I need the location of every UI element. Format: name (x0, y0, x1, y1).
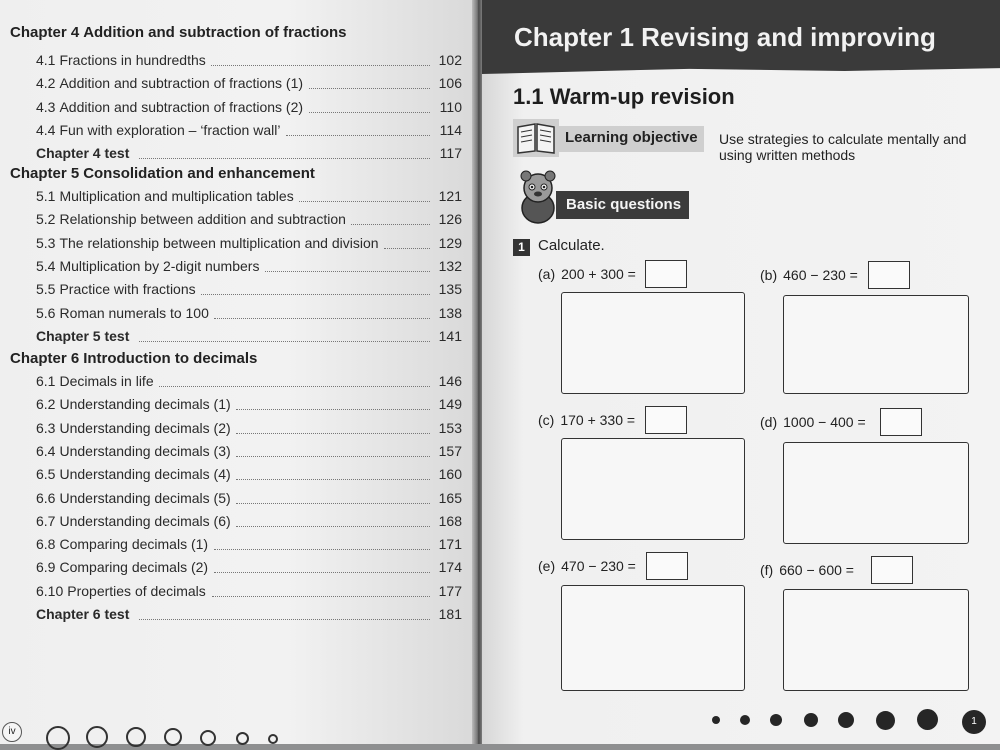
toc-entry-title: Understanding decimals (5) (59, 489, 231, 506)
toc-entry[interactable] (36, 559, 462, 579)
toc-entry-title: Understanding decimals (6) (59, 512, 231, 529)
toc-entry[interactable] (36, 188, 462, 208)
toc-entry-page: 174 (438, 559, 462, 576)
subquestion-expression: 1000 − 400 = (783, 414, 866, 430)
learning-objective-label: Learning objective (559, 126, 704, 152)
toc-leader-dots (265, 270, 430, 272)
toc-entry[interactable] (36, 99, 462, 119)
toc-entry-page: 102 (438, 52, 462, 68)
subquestion-b (760, 267, 858, 283)
toc-entry[interactable] (36, 443, 462, 463)
toc-entry[interactable] (36, 396, 462, 416)
toc-leader-dots (236, 502, 430, 504)
toc-entry[interactable] (36, 211, 462, 231)
toc-entry-page: 149 (438, 396, 462, 413)
section-title: 1.1 Warm-up revision (513, 84, 735, 109)
toc-entry-page: 171 (438, 536, 462, 553)
toc-entry-title: Relationship between addition and subtraction (59, 211, 346, 228)
toc-entry-title: Understanding decimals (4) (59, 466, 231, 483)
toc-leader-dots (201, 293, 430, 295)
subquestion-a (538, 266, 636, 282)
toc-entry-page: 132 (438, 257, 462, 274)
toc-entry-page: 114 (439, 121, 462, 138)
toc-entry-title: Understanding decimals (1) (59, 396, 231, 413)
toc-leader-dots (236, 455, 430, 457)
chapter-heading-title: Introduction to decimals (83, 350, 258, 367)
working-box-e[interactable] (561, 585, 745, 691)
toc-leader-dots (286, 134, 430, 136)
toc-entry[interactable] (36, 420, 462, 440)
toc-leader-dots (139, 340, 430, 342)
toc-entry-title: Chapter 5 test (36, 327, 130, 344)
working-box-a[interactable] (561, 292, 745, 394)
toc-entry-number: 4.2 (36, 75, 56, 92)
toc-entry-page: 168 (438, 512, 462, 529)
toc-entry[interactable] (36, 583, 462, 603)
question-text: Calculate. (538, 237, 605, 254)
toc-entry-number: 6.2 (36, 396, 56, 413)
subquestion-d (760, 414, 866, 430)
toc-leader-dots (139, 618, 430, 620)
toc-leader-dots (351, 223, 430, 225)
toc-entry-number: 6.10 (36, 582, 64, 599)
chapter-number: Chapter 5 (10, 165, 80, 182)
toc-entry-page: 165 (438, 489, 462, 506)
chapter-number: Chapter 4 (10, 24, 80, 41)
toc-leader-dots (214, 317, 430, 319)
subquestion-expression: 170 + 330 = (560, 412, 636, 428)
answer-box-e[interactable] (646, 552, 688, 580)
toc-entry-page: 121 (438, 188, 462, 204)
toc-entry-page: 177 (438, 582, 462, 599)
toc-entry-page: 138 (438, 304, 462, 321)
chapter-heading (10, 24, 347, 41)
subquestion-label: (b) (760, 267, 778, 283)
subquestion-expression: 460 − 230 = (783, 267, 858, 283)
subquestion-e (538, 558, 636, 574)
subquestion-f (760, 562, 854, 578)
subquestion-label: (c) (538, 412, 555, 428)
toc-entry-number: 6.3 (36, 419, 56, 436)
toc-entry-number: 6.8 (36, 536, 56, 553)
left-page-number: iv (2, 722, 22, 742)
toc-leader-dots (236, 478, 430, 480)
subquestion-expression: 470 − 230 = (561, 558, 636, 574)
toc-entry-title: Addition and subtraction of fractions (1) (59, 75, 304, 92)
working-box-b[interactable] (783, 295, 969, 394)
chapter-heading-title: Consolidation and enhancement (83, 165, 315, 182)
toc-entry-title: Decimals in life (59, 373, 154, 389)
toc-entry-number: 6.5 (36, 466, 56, 483)
toc-entry-title: Chapter 6 test (36, 606, 130, 622)
toc-entry-number: 6.6 (36, 489, 56, 506)
toc-entry-number: 6.9 (36, 559, 56, 576)
toc-leader-dots (159, 385, 430, 387)
book-icon (513, 119, 559, 157)
toc-entry-title: Fun with exploration – ‘fraction wall’ (59, 121, 281, 138)
chapter-heading (10, 350, 257, 367)
working-box-d[interactable] (783, 442, 969, 544)
toc-entry-page: 181 (438, 606, 462, 622)
toc-entry[interactable] (36, 122, 462, 142)
toc-entry-number: 6.4 (36, 442, 56, 459)
toc-entry-title: Fractions in hundredths (59, 52, 206, 68)
toc-entry-number: 6.7 (36, 512, 56, 529)
subquestion-label: (a) (538, 266, 556, 282)
toc-entry[interactable] (36, 513, 462, 533)
toc-entry[interactable] (36, 328, 462, 348)
toc-entry-page: 146 (438, 373, 462, 389)
chapter-heading (10, 165, 315, 182)
toc-leader-dots (309, 87, 430, 89)
toc-entry-number: 6.1 (36, 373, 56, 389)
toc-entry-page: 117 (439, 145, 462, 162)
toc-entry-page: 141 (438, 327, 462, 344)
answer-box-c[interactable] (645, 406, 687, 434)
subquestion-label: (d) (760, 414, 778, 430)
subquestion-expression: 660 − 600 = (779, 562, 854, 578)
toc-entry-page: 135 (438, 281, 462, 298)
toc-leader-dots (212, 595, 430, 597)
toc-leader-dots (211, 64, 430, 66)
subquestion-expression: 200 + 300 = (561, 266, 636, 282)
table-of-contents (0, 0, 476, 744)
toc-entry-number: 5.2 (36, 211, 56, 228)
toc-entry-title: Multiplication and multiplication tables (59, 188, 294, 204)
toc-entry[interactable] (36, 536, 462, 556)
toc-entry-title: Multiplication by 2-digit numbers (59, 257, 260, 274)
toc-entry[interactable] (36, 305, 462, 325)
toc-entry-number: 5.5 (36, 281, 56, 298)
chapter-heading-title: Addition and subtraction of fractions (83, 24, 347, 41)
working-box-c[interactable] (561, 438, 745, 540)
question-number: 1 (513, 239, 530, 256)
toc-entry[interactable] (36, 466, 462, 486)
toc-entry-title: Understanding decimals (2) (59, 419, 231, 436)
toc-entry-number: 4.4 (36, 121, 56, 138)
toc-entry-page: 126 (438, 211, 462, 228)
toc-entry[interactable] (36, 258, 462, 278)
subquestion-label: (f) (760, 562, 774, 578)
toc-entry-title: Comparing decimals (1) (59, 536, 209, 553)
subquestion-label: (e) (538, 558, 556, 574)
toc-entry-title: Roman numerals to 100 (59, 304, 209, 321)
learning-objective-text: Use strategies to calculate mentally and using written methods (719, 131, 967, 163)
answer-box-a[interactable] (645, 260, 687, 288)
toc-entry-page: 106 (438, 75, 462, 92)
chapter-title: Chapter 1 Revising and improving (514, 22, 936, 52)
toc-entry-number: 4.3 (36, 98, 56, 115)
toc-entry[interactable] (36, 235, 462, 255)
toc-leader-dots (214, 548, 430, 550)
toc-leader-dots (309, 111, 430, 113)
toc-entry[interactable] (36, 373, 462, 393)
toc-entry[interactable] (36, 281, 462, 301)
subquestion-c (538, 412, 635, 428)
toc-entry-page: 110 (439, 98, 462, 115)
toc-leader-dots (236, 408, 430, 410)
toc-entry-title: Comparing decimals (2) (59, 559, 209, 576)
toc-entry-title: The relationship between multiplication and division (59, 234, 379, 251)
toc-entry-page: 153 (438, 419, 462, 436)
chapter-number: Chapter 6 (10, 350, 80, 367)
toc-entry[interactable] (36, 145, 462, 165)
answer-box-f[interactable] (871, 556, 913, 584)
toc-entry-title: Chapter 4 test (36, 145, 130, 162)
toc-entry-title: Addition and subtraction of fractions (2) (59, 98, 304, 115)
answer-box-b[interactable] (868, 261, 910, 289)
toc-entry[interactable] (36, 606, 462, 626)
toc-entry-title: Practice with fractions (59, 281, 196, 298)
toc-leader-dots (214, 571, 430, 573)
toc-leader-dots (384, 247, 430, 249)
basic-questions-label: Basic questions (556, 191, 689, 219)
toc-entry[interactable] (36, 52, 462, 72)
toc-leader-dots (236, 432, 430, 434)
toc-leader-dots (139, 157, 430, 159)
toc-leader-dots (236, 525, 430, 527)
toc-entry-page: 129 (438, 234, 462, 251)
working-box-f[interactable] (783, 589, 969, 691)
toc-entry-number: 5.6 (36, 304, 56, 321)
toc-entry-page: 160 (438, 466, 462, 483)
toc-entry-page: 157 (438, 442, 462, 459)
toc-entry[interactable] (36, 75, 462, 95)
toc-entry-title: Properties of decimals (67, 582, 206, 599)
toc-entry-number: 5.4 (36, 257, 56, 274)
right-page-number: 1 (962, 710, 986, 734)
toc-entry-number: 5.1 (36, 188, 56, 204)
toc-leader-dots (299, 200, 430, 202)
toc-entry[interactable] (36, 490, 462, 510)
answer-box-d[interactable] (880, 408, 922, 436)
toc-entry-title: Understanding decimals (3) (59, 442, 231, 459)
toc-entry-number: 5.3 (36, 234, 56, 251)
toc-entry-number: 4.1 (36, 52, 56, 68)
